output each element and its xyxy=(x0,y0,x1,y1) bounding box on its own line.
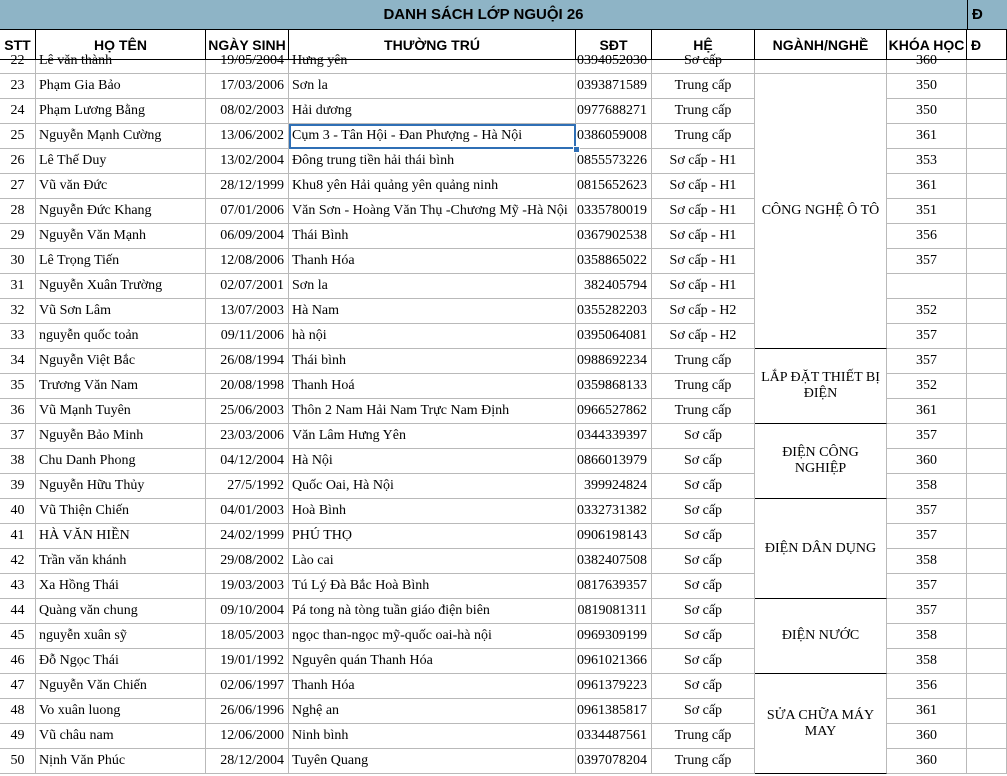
cell-dob[interactable]: 09/11/2006 xyxy=(206,324,289,349)
cell-partial-stt[interactable]: 22 xyxy=(0,60,36,74)
cell-phone[interactable]: 0397078204 xyxy=(576,749,652,774)
cell-stt[interactable]: 29 xyxy=(0,224,36,249)
cell-stt[interactable]: 39 xyxy=(0,474,36,499)
cell-course[interactable]: 352 xyxy=(887,374,967,399)
cell-address[interactable]: Thái Bình xyxy=(289,224,576,249)
cell-dob[interactable]: 17/03/2006 xyxy=(206,74,289,99)
cell-dob[interactable]: 27/5/1992 xyxy=(206,474,289,499)
cell-dob[interactable]: 13/02/2004 xyxy=(206,149,289,174)
column-header-dob[interactable]: NGÀY SINH xyxy=(206,30,289,60)
cell-extra[interactable] xyxy=(967,674,1007,699)
cell-address[interactable]: Khu8 yên Hải quảng yên quảng ninh xyxy=(289,174,576,199)
cell-phone[interactable]: 0817639357 xyxy=(576,574,652,599)
cell-phone[interactable]: 0367902538 xyxy=(576,224,652,249)
cell-extra[interactable] xyxy=(967,374,1007,399)
cell-address[interactable]: Hải dương xyxy=(289,99,576,124)
cell-dob[interactable]: 07/01/2006 xyxy=(206,199,289,224)
cell-address[interactable]: Tuyên Quang xyxy=(289,749,576,774)
cell-name[interactable]: HÀ VĂN HIỀN xyxy=(36,524,206,549)
cell-course[interactable]: 353 xyxy=(887,149,967,174)
cell-phone[interactable]: 0988692234 xyxy=(576,349,652,374)
cell-name[interactable]: Nguyễn Hữu Thủy xyxy=(36,474,206,499)
cell-dob[interactable]: 02/07/2001 xyxy=(206,274,289,299)
cell-phone[interactable]: 0344339397 xyxy=(576,424,652,449)
title-right-fragment: Đ xyxy=(967,0,1007,30)
cell-phone[interactable]: 399924824 xyxy=(576,474,652,499)
cell-name[interactable]: Phạm Lương Bằng xyxy=(36,99,206,124)
cell-stt[interactable]: 34 xyxy=(0,349,36,374)
cell-partial-address[interactable]: Hưng yên xyxy=(289,60,576,74)
column-header-extra[interactable]: Đ xyxy=(967,30,1007,60)
cell-name[interactable]: Nguyễn Văn Mạnh xyxy=(36,224,206,249)
cell-course[interactable]: 358 xyxy=(887,549,967,574)
cell-extra[interactable] xyxy=(967,199,1007,224)
cell-extra[interactable] xyxy=(967,549,1007,574)
cell-extra[interactable] xyxy=(967,174,1007,199)
cell-system[interactable]: Trung cấp xyxy=(652,124,755,149)
cell-extra[interactable] xyxy=(967,324,1007,349)
cell-dob[interactable]: 24/02/1999 xyxy=(206,524,289,549)
cell-address[interactable]: Tú Lý Đà Bắc Hoà Bình xyxy=(289,574,576,599)
cell-partial-dob[interactable]: 19/05/2004 xyxy=(206,60,289,74)
cell-extra[interactable] xyxy=(967,499,1007,524)
cell-course[interactable]: 357 xyxy=(887,524,967,549)
cell-dob[interactable]: 23/03/2006 xyxy=(206,424,289,449)
cell-address[interactable]: Thanh Hóa xyxy=(289,249,576,274)
cell-stt[interactable]: 46 xyxy=(0,649,36,674)
cell-extra[interactable] xyxy=(967,249,1007,274)
cell-system[interactable]: Sơ cấp xyxy=(652,449,755,474)
major-cell[interactable]: SỬA CHỮA MÁY MAY xyxy=(755,674,887,774)
sheet-title: DANH SÁCH LỚP NGUỘI 26 xyxy=(0,0,967,30)
cell-dob[interactable]: 12/06/2000 xyxy=(206,724,289,749)
cell-course[interactable]: 361 xyxy=(887,124,967,149)
cell-address[interactable]: Thái bình xyxy=(289,349,576,374)
cell-name[interactable]: Vũ Mạnh Tuyên xyxy=(36,399,206,424)
selected-cell[interactable]: Cụm 3 - Tân Hội - Đan Phượng - Hà Nội xyxy=(289,124,576,149)
cell-extra[interactable] xyxy=(967,349,1007,374)
cell-address[interactable]: Thanh Hóa xyxy=(289,674,576,699)
cell-extra[interactable] xyxy=(967,474,1007,499)
cell-empty[interactable] xyxy=(755,60,887,74)
cell-name[interactable]: Vũ Thiện Chiến xyxy=(36,499,206,524)
cell-dob[interactable]: 20/08/1998 xyxy=(206,374,289,399)
cell-name[interactable]: Lê Thế Duy xyxy=(36,149,206,174)
cell-phone[interactable]: 0961021366 xyxy=(576,649,652,674)
cell-name[interactable]: nguyễn quốc toản xyxy=(36,324,206,349)
cell-stt[interactable]: 40 xyxy=(0,499,36,524)
cell-dob[interactable]: 04/12/2004 xyxy=(206,449,289,474)
cell-phone[interactable]: 0961385817 xyxy=(576,699,652,724)
cell-system[interactable]: Sơ cấp - H1 xyxy=(652,149,755,174)
cell-partial-phone[interactable]: 0394052030 xyxy=(576,60,652,74)
fill-handle[interactable] xyxy=(573,146,580,153)
cell-course[interactable]: 350 xyxy=(887,99,967,124)
cell-system[interactable]: Sơ cấp - H1 xyxy=(652,249,755,274)
column-header-name[interactable]: HỌ TÊN xyxy=(36,30,206,60)
cell-system[interactable]: Sơ cấp - H1 xyxy=(652,174,755,199)
cell-partial-system[interactable]: Sơ cấp xyxy=(652,60,755,74)
cell-stt[interactable]: 27 xyxy=(0,174,36,199)
cell-name[interactable]: Lê Trọng Tiến xyxy=(36,249,206,274)
cell-stt[interactable]: 23 xyxy=(0,74,36,99)
cell-course[interactable]: 358 xyxy=(887,649,967,674)
cell-phone[interactable]: 0355282203 xyxy=(576,299,652,324)
cell-name[interactable]: Nguyễn Đức Khang xyxy=(36,199,206,224)
cell-system[interactable]: Sơ cấp xyxy=(652,524,755,549)
cell-dob[interactable]: 19/01/1992 xyxy=(206,649,289,674)
cell-stt[interactable]: 48 xyxy=(0,699,36,724)
cell-dob[interactable]: 02/06/1997 xyxy=(206,674,289,699)
cell-course[interactable]: 352 xyxy=(887,299,967,324)
cell-course[interactable]: 350 xyxy=(887,74,967,99)
cell-course[interactable]: 356 xyxy=(887,224,967,249)
cell-stt[interactable]: 45 xyxy=(0,624,36,649)
cell-system[interactable]: Trung cấp xyxy=(652,749,755,774)
cell-partial-course[interactable]: 360 xyxy=(887,60,967,74)
cell-extra[interactable] xyxy=(967,724,1007,749)
cell-dob[interactable]: 08/02/2003 xyxy=(206,99,289,124)
cell-name[interactable]: Đỗ Ngọc Thái xyxy=(36,649,206,674)
cell-system[interactable]: Sơ cấp xyxy=(652,624,755,649)
cell-stt[interactable]: 44 xyxy=(0,599,36,624)
cell-extra[interactable] xyxy=(967,574,1007,599)
cell-dob[interactable]: 04/01/2003 xyxy=(206,499,289,524)
cell-course[interactable]: 360 xyxy=(887,724,967,749)
cell-course[interactable]: 357 xyxy=(887,499,967,524)
cell-address[interactable]: Lào cai xyxy=(289,549,576,574)
cell-stt[interactable]: 42 xyxy=(0,549,36,574)
cell-address[interactable]: PHÚ THỌ xyxy=(289,524,576,549)
column-header-system[interactable]: HỆ xyxy=(652,30,755,60)
cell-name[interactable]: Nguyễn Mạnh Cường xyxy=(36,124,206,149)
cell-course[interactable]: 360 xyxy=(887,749,967,774)
cell-system[interactable]: Sơ cấp xyxy=(652,649,755,674)
cell-name[interactable]: Nịnh Văn Phúc xyxy=(36,749,206,774)
major-cell[interactable]: ĐIỆN DÂN DỤNG xyxy=(755,499,887,599)
cell-system[interactable]: Sơ cấp xyxy=(652,574,755,599)
cell-dob[interactable]: 19/03/2003 xyxy=(206,574,289,599)
cell-system[interactable]: Sơ cấp - H1 xyxy=(652,224,755,249)
cell-stt[interactable]: 47 xyxy=(0,674,36,699)
cell-name[interactable]: Xa Hồng Thái xyxy=(36,574,206,599)
column-header-address[interactable]: THƯỜNG TRÚ xyxy=(289,30,576,60)
cell-address[interactable]: Nghệ an xyxy=(289,699,576,724)
cell-phone[interactable]: 0977688271 xyxy=(576,99,652,124)
cell-extra[interactable] xyxy=(967,274,1007,299)
cell-extra[interactable] xyxy=(967,99,1007,124)
cell-name[interactable]: Trần văn khánh xyxy=(36,549,206,574)
cell-stt[interactable]: 38 xyxy=(0,449,36,474)
cell-dob[interactable]: 25/06/2003 xyxy=(206,399,289,424)
cell-stt[interactable]: 28 xyxy=(0,199,36,224)
cell-extra[interactable] xyxy=(967,149,1007,174)
cell-phone[interactable]: 0906198143 xyxy=(576,524,652,549)
cell-phone[interactable]: 0961379223 xyxy=(576,674,652,699)
cell-name[interactable]: nguyễn xuân sỹ xyxy=(36,624,206,649)
column-header-course[interactable]: KHÓA HỌC xyxy=(887,30,967,60)
cell-dob[interactable]: 06/09/2004 xyxy=(206,224,289,249)
cell-extra[interactable] xyxy=(967,399,1007,424)
cell-extra[interactable] xyxy=(967,649,1007,674)
cell-stt[interactable]: 36 xyxy=(0,399,36,424)
cell-phone[interactable]: 0393871589 xyxy=(576,74,652,99)
cell-address[interactable]: Đông trung tiền hải thái bình xyxy=(289,149,576,174)
cell-phone[interactable]: 0855573226 xyxy=(576,149,652,174)
cell-phone[interactable]: 0358865022 xyxy=(576,249,652,274)
cell-stt[interactable]: 37 xyxy=(0,424,36,449)
cell-phone[interactable]: 0359868133 xyxy=(576,374,652,399)
cell-system[interactable]: Trung cấp xyxy=(652,724,755,749)
cell-dob[interactable]: 13/06/2002 xyxy=(206,124,289,149)
cell-system[interactable]: Sơ cấp - H1 xyxy=(652,199,755,224)
cell-extra[interactable] xyxy=(967,699,1007,724)
cell-extra[interactable] xyxy=(967,599,1007,624)
cell-stt[interactable]: 41 xyxy=(0,524,36,549)
cell-extra[interactable] xyxy=(967,124,1007,149)
cell-extra[interactable] xyxy=(967,224,1007,249)
cell-system[interactable]: Sơ cấp xyxy=(652,549,755,574)
column-header-phone[interactable]: SĐT xyxy=(576,30,652,60)
column-header-stt[interactable]: STT xyxy=(0,30,36,60)
cell-address[interactable]: Sơn la xyxy=(289,274,576,299)
major-cell[interactable]: ĐIỆN NƯỚC xyxy=(755,599,887,674)
cell-address[interactable]: Ninh bình xyxy=(289,724,576,749)
cell-system[interactable]: Sơ cấp - H1 xyxy=(652,274,755,299)
cell-name[interactable]: Nguyễn Xuân Trường xyxy=(36,274,206,299)
cell-stt[interactable]: 35 xyxy=(0,374,36,399)
cell-name[interactable]: Vũ châu nam xyxy=(36,724,206,749)
cell-stt[interactable]: 43 xyxy=(0,574,36,599)
major-cell[interactable]: ĐIỆN CÔNG NGHIỆP xyxy=(755,424,887,499)
cell-phone[interactable]: 0332731382 xyxy=(576,499,652,524)
cell-system[interactable]: Sơ cấp xyxy=(652,699,755,724)
cell-name[interactable]: Nguyễn Việt Bắc xyxy=(36,349,206,374)
cell-system[interactable]: Sơ cấp - H2 xyxy=(652,324,755,349)
cell-extra[interactable] xyxy=(967,624,1007,649)
cell-extra[interactable] xyxy=(967,424,1007,449)
cell-address[interactable]: Pá tong nà tòng tuần giáo điện biên xyxy=(289,599,576,624)
cell-address[interactable]: ngọc than-ngọc mỹ-quốc oai-hà nội xyxy=(289,624,576,649)
cell-course[interactable]: 357 xyxy=(887,599,967,624)
cell-system[interactable]: Sơ cấp xyxy=(652,474,755,499)
cell-address[interactable]: Hà Nam xyxy=(289,299,576,324)
cell-extra[interactable] xyxy=(967,449,1007,474)
cell-address[interactable]: Quốc Oai, Hà Nội xyxy=(289,474,576,499)
major-cell[interactable]: CÔNG NGHỆ Ô TÔ xyxy=(755,74,887,349)
cell-phone[interactable]: 0395064081 xyxy=(576,324,652,349)
cell-address[interactable]: Văn Sơn - Hoàng Văn Thụ -Chương Mỹ -Hà Nội xyxy=(289,199,576,224)
cell-address[interactable]: Nguyên quán Thanh Hóa xyxy=(289,649,576,674)
cell-name[interactable]: Vũ Sơn Lâm xyxy=(36,299,206,324)
cell-dob[interactable]: 28/12/1999 xyxy=(206,174,289,199)
cell-dob[interactable]: 13/07/2003 xyxy=(206,299,289,324)
cell-course[interactable]: 357 xyxy=(887,249,967,274)
cell-course[interactable]: 357 xyxy=(887,574,967,599)
cell-phone[interactable]: 0335780019 xyxy=(576,199,652,224)
cell-course[interactable] xyxy=(887,274,967,299)
cell-system[interactable]: Sơ cấp - H2 xyxy=(652,299,755,324)
cell-address[interactable]: Hà Nội xyxy=(289,449,576,474)
cell-name[interactable]: Phạm Gia Bảo xyxy=(36,74,206,99)
cell-dob[interactable]: 28/12/2004 xyxy=(206,749,289,774)
cell-course[interactable]: 361 xyxy=(887,699,967,724)
cell-course[interactable]: 358 xyxy=(887,474,967,499)
cell-name[interactable]: Quàng văn chung xyxy=(36,599,206,624)
cell-course[interactable]: 358 xyxy=(887,624,967,649)
cell-phone[interactable]: 382405794 xyxy=(576,274,652,299)
cell-name[interactable]: Vũ văn Đức xyxy=(36,174,206,199)
cell-extra[interactable] xyxy=(967,524,1007,549)
cell-course[interactable]: 361 xyxy=(887,399,967,424)
cell-name[interactable]: Chu Danh Phong xyxy=(36,449,206,474)
cell-system[interactable]: Trung cấp xyxy=(652,74,755,99)
cell-course[interactable]: 357 xyxy=(887,424,967,449)
cell-address[interactable]: hà nội xyxy=(289,324,576,349)
cell-address[interactable]: Thanh Hoá xyxy=(289,374,576,399)
cell-system[interactable]: Trung cấp xyxy=(652,399,755,424)
cell-phone[interactable]: 0866013979 xyxy=(576,449,652,474)
cell-extra[interactable] xyxy=(967,299,1007,324)
cell-dob[interactable]: 18/05/2003 xyxy=(206,624,289,649)
cell-dob[interactable]: 26/08/1994 xyxy=(206,349,289,374)
cell-stt[interactable]: 30 xyxy=(0,249,36,274)
cell-phone[interactable]: 0334487561 xyxy=(576,724,652,749)
cell-address[interactable]: Thôn 2 Nam Hải Nam Trực Nam Định xyxy=(289,399,576,424)
cell-phone[interactable]: 0815652623 xyxy=(576,174,652,199)
cell-system[interactable]: Sơ cấp xyxy=(652,674,755,699)
cell-name[interactable]: Vo xuân luong xyxy=(36,699,206,724)
cell-stt[interactable]: 26 xyxy=(0,149,36,174)
cell-partial-name[interactable]: Lê văn thành xyxy=(36,60,206,74)
cell-dob[interactable]: 09/10/2004 xyxy=(206,599,289,624)
cell-dob[interactable]: 12/08/2006 xyxy=(206,249,289,274)
cell-name[interactable]: Trương Văn Nam xyxy=(36,374,206,399)
cell-stt[interactable]: 25 xyxy=(0,124,36,149)
cell-address[interactable]: Văn Lâm Hưng Yên xyxy=(289,424,576,449)
cell-course[interactable]: 356 xyxy=(887,674,967,699)
cell-address[interactable]: Sơn la xyxy=(289,74,576,99)
cell-course[interactable]: 361 xyxy=(887,174,967,199)
cell-system[interactable]: Trung cấp xyxy=(652,374,755,399)
cell-stt[interactable]: 49 xyxy=(0,724,36,749)
cell-system[interactable]: Trung cấp xyxy=(652,99,755,124)
cell-course[interactable]: 360 xyxy=(887,449,967,474)
major-cell[interactable]: LẮP ĐẶT THIẾT BỊ ĐIỆN xyxy=(755,349,887,424)
cell-name[interactable]: Nguyễn Bảo Minh xyxy=(36,424,206,449)
cell-course[interactable]: 357 xyxy=(887,349,967,374)
cell-course[interactable]: 357 xyxy=(887,324,967,349)
cell-stt[interactable]: 33 xyxy=(0,324,36,349)
cell-empty[interactable] xyxy=(967,60,1007,74)
cell-system[interactable]: Sơ cấp xyxy=(652,424,755,449)
cell-phone[interactable]: 0386059008 xyxy=(576,124,652,149)
cell-stt[interactable]: 24 xyxy=(0,99,36,124)
cell-phone[interactable]: 0966527862 xyxy=(576,399,652,424)
cell-phone[interactable]: 0969309199 xyxy=(576,624,652,649)
cell-name[interactable]: Nguyễn Văn Chiến xyxy=(36,674,206,699)
cell-phone[interactable]: 0382407508 xyxy=(576,549,652,574)
column-header-major[interactable]: NGÀNH/NGHỀ xyxy=(755,30,887,60)
cell-system[interactable]: Sơ cấp xyxy=(652,599,755,624)
cell-dob[interactable]: 29/08/2002 xyxy=(206,549,289,574)
cell-system[interactable]: Trung cấp xyxy=(652,349,755,374)
cell-course[interactable]: 351 xyxy=(887,199,967,224)
cell-stt[interactable]: 32 xyxy=(0,299,36,324)
cell-system[interactable]: Sơ cấp xyxy=(652,499,755,524)
cell-dob[interactable]: 26/06/1996 xyxy=(206,699,289,724)
cell-stt[interactable]: 50 xyxy=(0,749,36,774)
cell-phone[interactable]: 0819081311 xyxy=(576,599,652,624)
cell-extra[interactable] xyxy=(967,74,1007,99)
cell-stt[interactable]: 31 xyxy=(0,274,36,299)
cell-address[interactable]: Hoà Bình xyxy=(289,499,576,524)
cell-extra[interactable] xyxy=(967,749,1007,774)
